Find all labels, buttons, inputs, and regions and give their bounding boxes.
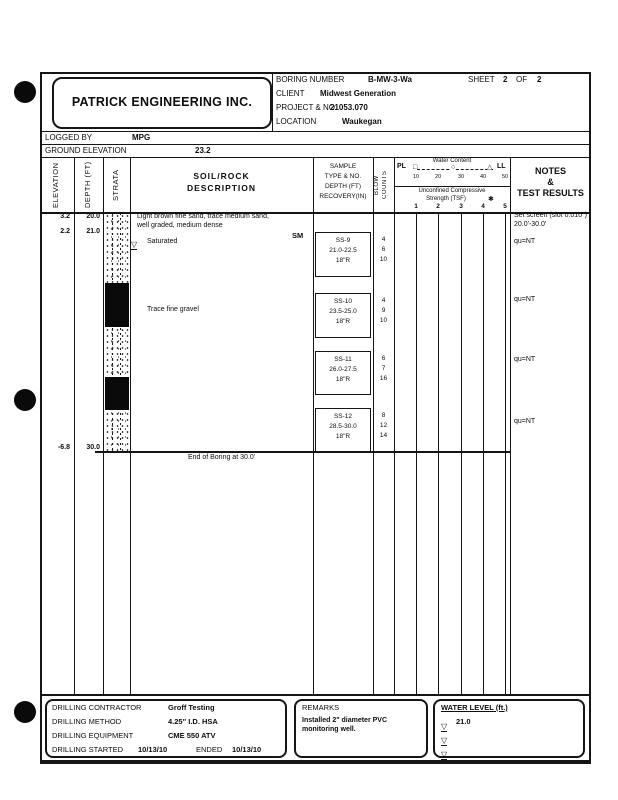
sample-header-line: RECOVERY(IN)	[319, 193, 367, 200]
blow-counts-cell	[374, 354, 393, 384]
wc-tick: 30	[457, 174, 465, 180]
blow-count: 4	[381, 297, 386, 304]
screen-note: Set screen (slot 0.010") 20.0'-30.0'	[514, 212, 587, 228]
water-level-icon: ▽	[441, 736, 448, 745]
strata-header: STRATA	[111, 169, 120, 201]
sample-id: SS-9	[335, 237, 351, 244]
sample-header-line: DEPTH (FT)	[324, 183, 362, 190]
blow-counts-header: BLOW	[374, 175, 380, 195]
remarks-text: Installed 2" diameter PVC monitoring well.	[302, 717, 388, 733]
sample-cell	[315, 408, 371, 452]
project-number: 21053.070	[330, 103, 368, 112]
ucs-title-line1: Unconfined Compressive	[418, 188, 486, 194]
client-value: Midwest Generation	[320, 89, 397, 98]
saturated-note: Saturated	[147, 238, 178, 245]
form-border-top	[40, 72, 591, 74]
form-border-left	[40, 72, 42, 764]
blow-count: 6	[381, 355, 386, 362]
sample-recovery: 18"R	[335, 257, 351, 264]
header-rule	[40, 131, 591, 132]
ucs-title-line2: Strength (TSF)	[426, 196, 466, 202]
soil-description-line: well graded, medium dense	[137, 222, 223, 229]
blow-count: 16	[379, 375, 388, 382]
ucs-tick: 4	[481, 203, 485, 210]
started-label: DRILLING STARTED	[52, 745, 123, 754]
col-line-depth	[103, 157, 104, 694]
blow-counts-cell	[374, 296, 393, 326]
qu-note: qu=NT	[514, 418, 536, 425]
water-content-symbol: ○	[451, 164, 456, 171]
binder-hole-icon	[14, 701, 36, 723]
end-of-boring-line	[95, 451, 510, 453]
uscs-classification: SM	[292, 231, 304, 240]
sample-recovery: 18"R	[335, 318, 351, 325]
blow-count: 8	[381, 412, 386, 419]
sample-recovery: 18"R	[335, 433, 351, 440]
ground-elevation-value: 23.2	[195, 146, 211, 155]
logged-by-value: MPG	[132, 133, 151, 142]
sheet-number: 2	[503, 75, 508, 84]
company-name: PATRICK ENGINEERING INC.	[71, 95, 253, 109]
strata-dark-band	[105, 377, 129, 410]
strata-sand-pattern	[105, 213, 129, 451]
sample-depth: 23.5-25.0	[329, 308, 357, 315]
depth-value: 21.0	[86, 228, 100, 235]
blow-counts-cell	[374, 235, 393, 265]
location-label: LOCATION	[276, 117, 317, 126]
started-date: 10/13/10	[138, 745, 168, 754]
ucs-tick: 3	[459, 203, 463, 210]
boring-number-value: B-MW-3-Wa	[368, 75, 412, 84]
notes-header-line1: NOTES	[534, 166, 566, 176]
notes-header-line2: &	[547, 177, 554, 187]
wc-tick: 10	[412, 174, 420, 180]
company-box	[52, 77, 272, 129]
project-label: PROJECT & NO.	[276, 103, 338, 112]
depth-header: DEPTH (FT)	[83, 161, 92, 209]
sample-depth: 26.0-27.5	[329, 366, 357, 373]
liquid-limit-symbol: △	[487, 164, 493, 171]
form-border-bottom	[40, 760, 591, 764]
water-table-icon: ▽	[131, 240, 138, 249]
sample-cell	[315, 232, 371, 277]
notes-header-line3: TEST RESULTS	[517, 188, 584, 198]
contractor-value: Groff Testing	[168, 703, 215, 712]
blow-count: 14	[379, 432, 388, 439]
elevation-value: 2.2	[60, 228, 70, 235]
graph-gridline	[461, 212, 462, 694]
sample-cell	[315, 293, 371, 338]
end-of-boring-note: End of Boring at 30.0'	[187, 454, 256, 461]
ll-label: LL	[497, 163, 506, 170]
elevation-header: ELEVATION	[51, 162, 60, 208]
client-label: CLIENT	[276, 89, 305, 98]
sample-recovery: 18"R	[335, 376, 351, 383]
ucs-tick: 2	[436, 203, 440, 210]
binder-hole-icon	[14, 389, 36, 411]
sample-id: SS-11	[334, 356, 352, 363]
col-line-elevation	[74, 157, 75, 694]
ended-date: 10/13/10	[232, 745, 262, 754]
blow-counts-cell	[374, 411, 393, 441]
ucs-tick: 1	[414, 203, 418, 210]
sheet-of-label: OF	[516, 75, 528, 84]
water-level-icon: ▽	[441, 750, 448, 759]
logged-by-label: LOGGED BY	[45, 133, 93, 142]
sample-id: SS-10	[333, 298, 353, 305]
remarks-label: REMARKS	[302, 703, 340, 712]
blow-counts-header: COUNTS	[382, 170, 388, 200]
contractor-label: DRILLING CONTRACTOR	[52, 703, 142, 712]
graph-header-divider	[394, 186, 510, 187]
blow-count: 10	[379, 317, 388, 324]
qu-note: qu=NT	[514, 238, 536, 245]
plastic-limit-symbol: □	[413, 164, 418, 171]
gravel-note: Trace fine gravel	[147, 306, 199, 313]
blow-count: 12	[379, 422, 388, 429]
location-value: Waukegan	[342, 117, 382, 126]
water-content-title: Water Content	[432, 158, 472, 164]
method-value: 4.25" I.D. HSA	[168, 717, 218, 726]
graph-gridline	[438, 212, 439, 694]
water-level-value: 21.0	[456, 717, 471, 726]
col-line-notes	[510, 157, 511, 694]
pl-label: PL	[397, 163, 406, 170]
col-line-description	[313, 157, 314, 694]
sample-depth: 21.0-22.5	[329, 247, 357, 254]
col-line-blow	[394, 157, 395, 694]
depth-value: 20.0	[86, 213, 100, 220]
ground-elevation-label: GROUND ELEVATION	[45, 146, 127, 155]
blow-count: 10	[379, 256, 388, 263]
boring-number-label: BORING NUMBER	[276, 75, 345, 84]
equipment-label: DRILLING EQUIPMENT	[52, 731, 134, 740]
wc-tick: 20	[434, 174, 442, 180]
strata-texture-line	[120, 213, 121, 451]
blow-count: 9	[381, 307, 386, 314]
water-level-icon: ▽	[441, 722, 448, 731]
method-label: DRILLING METHOD	[52, 717, 122, 726]
description-header: DESCRIPTION	[186, 183, 257, 193]
ucs-asterisk-icon: ✱	[488, 196, 494, 203]
sample-header-line: TYPE & NO.	[324, 173, 362, 180]
ended-label: ENDED	[196, 745, 223, 754]
blow-count: 7	[381, 365, 386, 372]
sheet-total: 2	[537, 75, 542, 84]
graph-gridline	[416, 212, 417, 694]
strata-dark-band	[105, 283, 129, 327]
depth-value: 30.0	[86, 444, 100, 451]
elevation-value: 3.2	[60, 213, 70, 220]
blow-count: 4	[381, 236, 386, 243]
sample-depth: 28.5-30.0	[329, 423, 357, 430]
ucs-tick: 5	[503, 203, 507, 210]
sample-id: SS-12	[333, 413, 353, 420]
equipment-value: CME 550 ATV	[168, 731, 216, 740]
qu-note: qu=NT	[514, 296, 536, 303]
soil-description-line: Light brown fine sand, trace medium sand,	[137, 213, 269, 220]
soil-rock-header: SOIL/ROCK	[193, 171, 250, 181]
sample-header-line: SAMPLE	[329, 163, 357, 170]
binder-hole-icon	[14, 81, 36, 103]
sample-cell	[315, 351, 371, 395]
header-rule	[40, 144, 591, 145]
elevation-value: -6.8	[57, 444, 70, 451]
graph-gridline	[483, 212, 484, 694]
water-level-label: WATER LEVEL (ft.)	[441, 703, 508, 712]
header-divider	[272, 72, 273, 131]
blow-count: 6	[381, 246, 386, 253]
sheet-label: SHEET	[468, 75, 495, 84]
strata-texture-line	[112, 213, 113, 451]
graph-gridline	[505, 212, 506, 694]
qu-note: qu=NT	[514, 356, 536, 363]
footer-top-rule	[40, 694, 591, 696]
wc-tick: 40	[479, 174, 487, 180]
wc-tick: 50	[501, 174, 509, 180]
